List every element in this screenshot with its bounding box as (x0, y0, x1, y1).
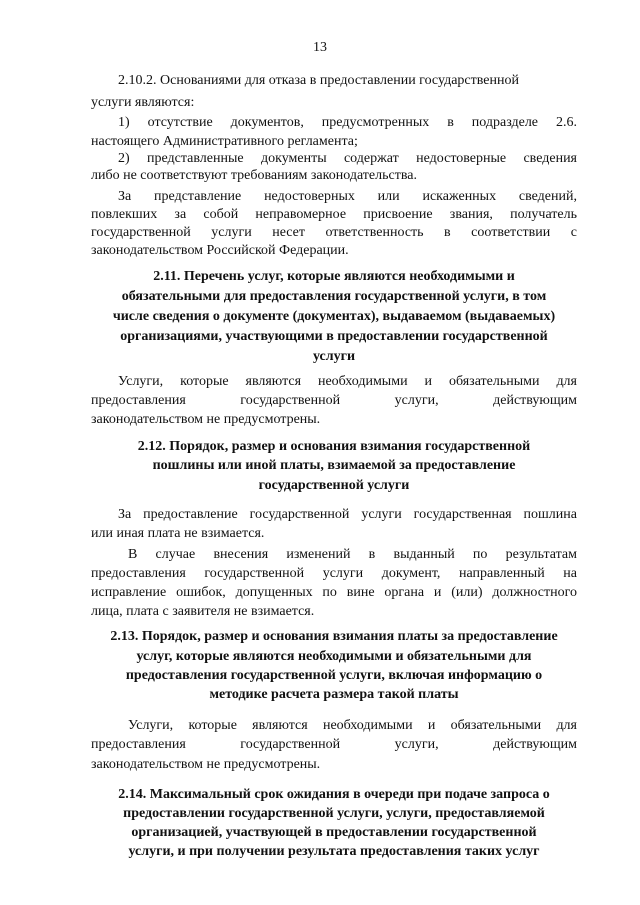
paragraph-line: предоставления государственной услуги, действующим (91, 737, 577, 752)
section-heading-line: организацией, участвующей в предоставлении государственной (131, 825, 537, 840)
paragraph-line: В случае внесения изменений в выданный по результатам (128, 547, 577, 562)
paragraph-line: исправление ошибок, допущенных по вине органа и (или) должностного (91, 585, 577, 600)
section-heading-line: 2.12. Порядок, размер и основания взимания государственной (137, 439, 531, 454)
paragraph-line: предоставления государственной услуги, действующим (91, 393, 577, 408)
section-heading-line: пошлины или иной платы, взимаемой за предоставление (152, 458, 516, 473)
section-heading-line: услуги, и при получении результата предоставления таких услуг (128, 844, 540, 859)
paragraph-line: 1) отсутствие документов, предусмотренных в подразделе 2.6. (118, 115, 577, 130)
paragraph-line: законодательством не предусмотрены. (91, 757, 321, 772)
paragraph-line: 2) представленные документы содержат недостоверные сведения (118, 151, 577, 166)
paragraph-line: законодательством не предусмотрены. (91, 412, 321, 427)
paragraph-line: услуги являются: (91, 95, 195, 110)
section-heading-line: услуг, которые являются необходимыми и обязательными для (136, 649, 532, 664)
paragraph-line: лица, плата с заявителя не взимается. (91, 604, 315, 619)
paragraph-line: предоставления государственной услуги документ, направленный на (91, 566, 577, 581)
section-heading-line: 2.14. Максимальный срок ожидания в очереди при подаче запроса о (118, 787, 550, 802)
paragraph-line: 2.10.2. Основаниями для отказа в предоставлении государственной (118, 73, 519, 88)
paragraph-line: За предоставление государственной услуги государственная пошлина (118, 507, 577, 522)
section-heading-line: предоставлении государственной услуги, услуги, предоставляемой (123, 806, 545, 821)
section-heading-line: обязательными для предоставления государственной услуги, в том (121, 289, 547, 304)
section-heading-line: организациями, участвующими в предоставлении государственной (120, 329, 548, 344)
section-heading-line: числе сведения о документе (документах), выдаваемом (выдаваемых) (112, 309, 556, 324)
paragraph-line: законодательством Российской Федерации. (91, 243, 349, 258)
section-heading-line: предоставления государственной услуги, включая информацию о (125, 668, 543, 683)
paragraph-line: либо не соответствуют требованиям законодательства. (91, 168, 417, 183)
page-number: 13 (313, 40, 327, 55)
paragraph-line: государственной услуги несет ответственность в соответствии с (91, 225, 577, 240)
paragraph-line: повлекших за собой неправомерное присвоение звания, получатель (91, 207, 577, 222)
paragraph-line: За представление недостоверных или искаженных сведений, (118, 189, 577, 204)
section-heading-line: методике расчета размера такой платы (209, 687, 459, 702)
paragraph-line: Услуги, которые являются необходимыми и обязательными для (118, 374, 577, 389)
paragraph-line: настоящего Административного регламента; (91, 134, 358, 149)
section-heading-line: 2.11. Перечень услуг, которые являются необходимыми и (153, 269, 515, 284)
paragraph-line: Услуги, которые являются необходимыми и обязательными для (128, 718, 577, 733)
paragraph-line: или иная плата не взимается. (91, 526, 265, 541)
section-heading-line: 2.13. Порядок, размер и основания взимания платы за предоставление (110, 629, 558, 644)
section-heading-line: государственной услуги (258, 478, 410, 493)
section-heading-line: услуги (312, 349, 356, 364)
